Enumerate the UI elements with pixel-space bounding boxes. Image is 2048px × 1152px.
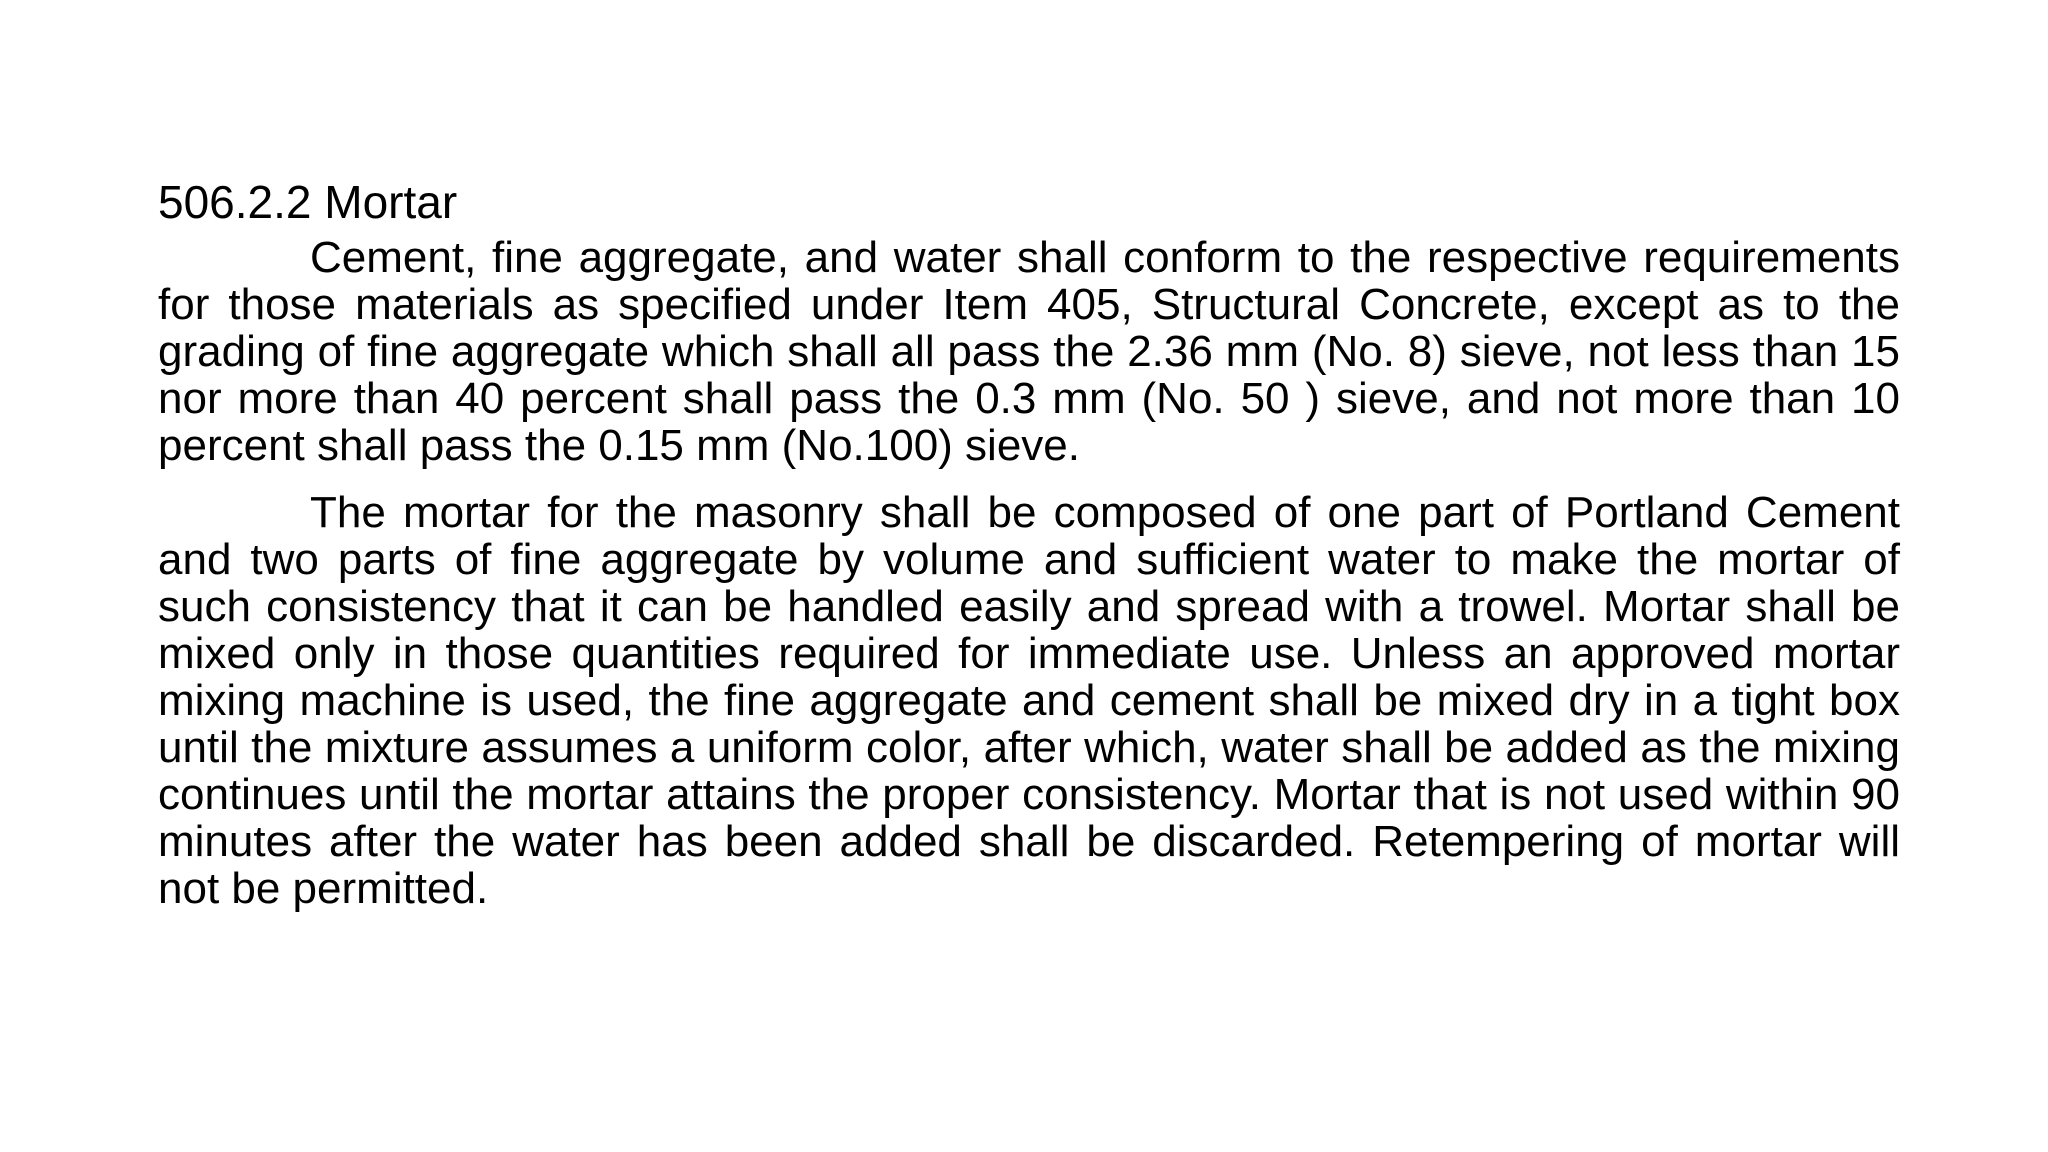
section-heading: 506.2.2 Mortar	[158, 176, 458, 228]
paragraph-materials: Cement, fine aggregate, and water shall conform to the respective requirements for those materials as specified under Item 405, Structural Concrete, except as to the grading of fine aggregate which shall all pass the 2.36 mm (No. 8) sieve, not less than 15 nor more than 40 percent shall pass the 0.3 mm (No. 50 ) sieve, and not more than 10 percent shall pass the 0.15 mm (No.100) sieve.	[158, 233, 1900, 470]
paragraph-mixing: The mortar for the masonry shall be composed of one part of Portland Cement and two parts of fine aggregate by volume and sufficient water to make the mortar of such consistency that it can be handled easily and spread with a trowel. Mortar shall be mixed only in those quantities required for immediate use. Unless an approved mortar mixing machine is used, the fine aggregate and cement shall be mixed dry in a tight box until the mixture assumes a uniform color, after which, water shall be added as the mixing continues until the mortar attains the proper consistency. Mortar that is not used within 90 minutes after the water has been added shall be discarded. Retempering of mortar will not be permitted.	[158, 488, 1900, 913]
slide-body	[158, 170, 1900, 912]
